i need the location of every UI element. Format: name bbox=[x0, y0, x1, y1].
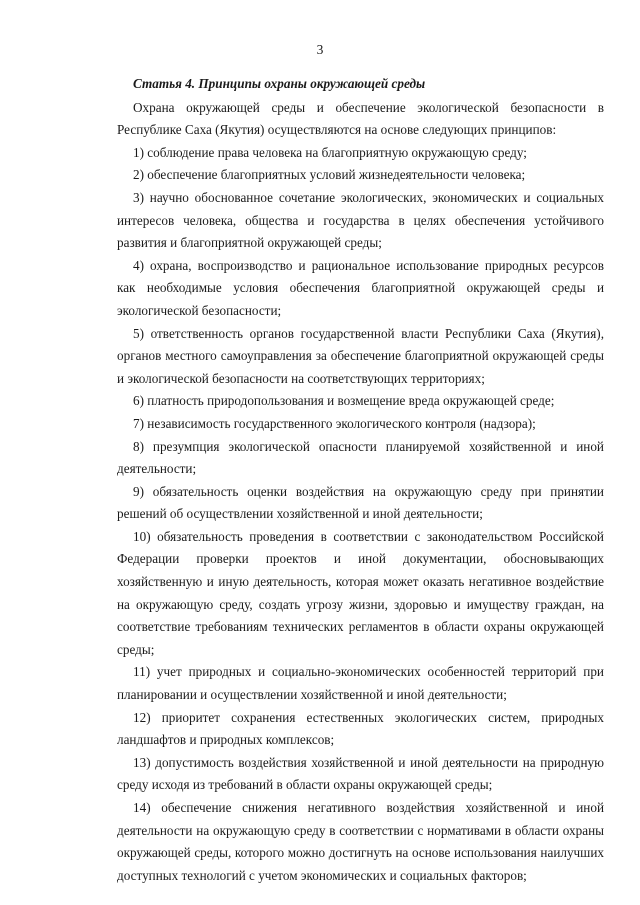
principle-item-2: 2) обеспечение благоприятных условий жизнедеятельности человека; bbox=[133, 167, 526, 183]
principle-item-9: 9) обязательность оценки воздействия на окружающую среду при принятии решений об осуществлении хозяйственной и иной деятельности; bbox=[117, 483, 604, 522]
principle-item-6: 6) платность природопользования и возмещение вреда окружающей среде; bbox=[133, 393, 555, 409]
principle-item-5: 5) ответственность органов государственной власти Республики Саха (Якутия), органов местного самоуправления за обеспечение благоприятной окружающей среды и экологической безопасности на соответствующих территориях; bbox=[117, 325, 604, 386]
principle-item-1: 1) соблюдение права человека на благоприятную окружающую среду; bbox=[133, 144, 527, 160]
document-body bbox=[117, 73, 604, 887]
principle-item-8: 8) презумпция экологической опасности планируемой хозяйственной и иной деятельности; bbox=[117, 438, 604, 477]
principle-item-3: 3) научно обоснованное сочетание экологических, экономических и социальных интересов человека, общества и государства в целях обеспечения устойчивого развития и благоприятной окружающей среды; bbox=[117, 189, 604, 251]
article-title: Статья 4. Принципы охраны окружающей среды bbox=[133, 76, 426, 91]
page-number: 3 bbox=[316, 42, 324, 57]
paragraph-intro: Охрана окружающей среды и обеспечение экологической безопасности в Республике Саха (Якутия) осуществляются на основе следующих принципов: bbox=[117, 99, 604, 138]
principle-item-4: 4) охрана, воспроизводство и рациональное использование природных ресурсов как необходимые условия обеспечения благоприятной окружающей среды и экологической безопасности; bbox=[117, 257, 604, 318]
principle-item-11: 11) учет природных и социально-экономических особенностей территорий при планировании и осуществлении хозяйственной и иной деятельности; bbox=[117, 664, 604, 703]
principle-item-13: 13) допустимость воздействия хозяйственной и иной деятельности на природную среду исходя из требований в области охраны окружающей среды; bbox=[117, 754, 604, 793]
principle-item-7: 7) независимость государственного экологического контроля (надзора); bbox=[133, 415, 536, 431]
principle-item-12: 12) приоритет сохранения естественных экологических систем, природных ландшафтов и природных комплексов; bbox=[117, 709, 604, 748]
principle-item-14: 14) обеспечение снижения негативного воздействия хозяйственной и иной деятельности на окружающую среду в соответствии с нормативами в области охраны окружающей среды, которого можно достигнуть на основе использования наилучших доступных технологий с учетом экономических и социальных факторов; bbox=[117, 800, 604, 883]
principle-item-10: 10) обязательность проведения в соответствии с законодательством Российской Федерации проверки проектов и иной документации, обосновывающих хозяйственную и иную деятельность, которая может оказать негативное воздействие на окружающую среду, создать угрозу жизни, здоровью и имуществу граждан, на соответствие требованиям технических регламентов в области охраны окружающей среды; bbox=[117, 528, 604, 657]
